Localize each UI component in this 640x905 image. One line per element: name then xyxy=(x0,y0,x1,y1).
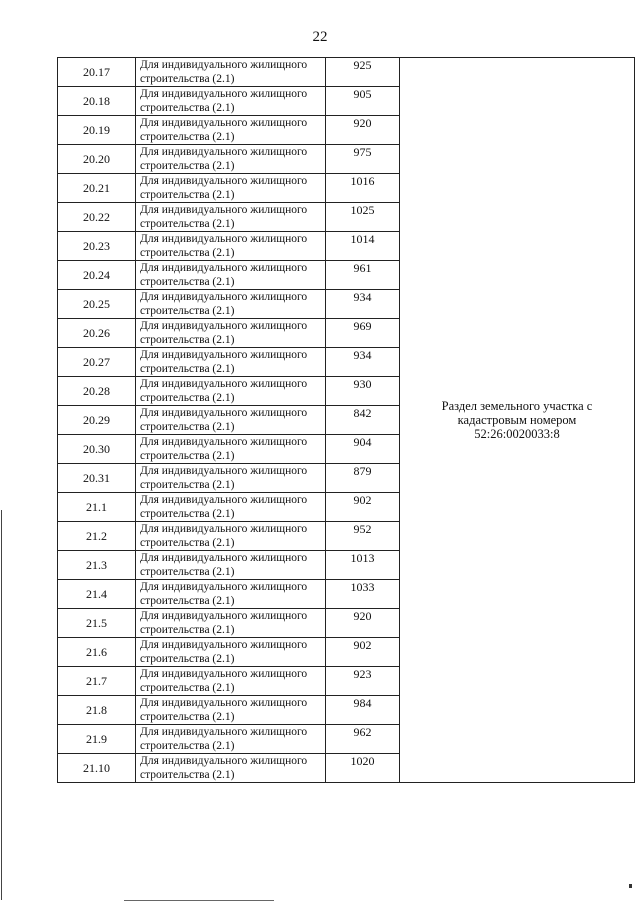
permitted-use-cell: Для индивидуального жилищного строительства (2.1) xyxy=(136,609,326,638)
plot-number-cell: 20.27 xyxy=(58,348,136,377)
permitted-use-cell: Для индивидуального жилищного строительства (2.1) xyxy=(136,435,326,464)
area-cell: 1013 xyxy=(326,551,400,580)
corner-mark xyxy=(629,884,632,888)
plot-number-cell: 21.7 xyxy=(58,667,136,696)
plot-number-cell: 21.9 xyxy=(58,725,136,754)
area-cell: 1014 xyxy=(326,232,400,261)
left-margin-line xyxy=(1,510,2,900)
plot-number-cell: 20.22 xyxy=(58,203,136,232)
plot-number-cell: 21.2 xyxy=(58,522,136,551)
plot-number-cell: 20.29 xyxy=(58,406,136,435)
plot-number-cell: 20.26 xyxy=(58,319,136,348)
permitted-use-cell: Для индивидуального жилищного строительства (2.1) xyxy=(136,493,326,522)
area-cell: 962 xyxy=(326,725,400,754)
permitted-use-cell: Для индивидуального жилищного строительства (2.1) xyxy=(136,667,326,696)
plot-number-cell: 20.24 xyxy=(58,261,136,290)
permitted-use-cell: Для индивидуального жилищного строительства (2.1) xyxy=(136,377,326,406)
land-plots-table xyxy=(57,57,635,783)
permitted-use-cell: Для индивидуального жилищного строительства (2.1) xyxy=(136,232,326,261)
area-cell: 975 xyxy=(326,145,400,174)
permitted-use-cell: Для индивидуального жилищного строительства (2.1) xyxy=(136,290,326,319)
plot-number-cell: 20.23 xyxy=(58,232,136,261)
permitted-use-cell: Для индивидуального жилищного строительства (2.1) xyxy=(136,638,326,667)
area-cell: 1016 xyxy=(326,174,400,203)
plot-number-cell: 21.3 xyxy=(58,551,136,580)
area-cell: 1033 xyxy=(326,580,400,609)
table-row xyxy=(58,58,635,87)
area-cell: 920 xyxy=(326,609,400,638)
area-cell: 930 xyxy=(326,377,400,406)
permitted-use-cell: Для индивидуального жилищного строительства (2.1) xyxy=(136,116,326,145)
plot-number-cell: 21.1 xyxy=(58,493,136,522)
plot-number-cell: 20.25 xyxy=(58,290,136,319)
area-cell: 984 xyxy=(326,696,400,725)
plot-number-cell: 20.31 xyxy=(58,464,136,493)
plot-number-cell: 20.21 xyxy=(58,174,136,203)
area-cell: 961 xyxy=(326,261,400,290)
plot-number-cell: 20.18 xyxy=(58,87,136,116)
permitted-use-cell: Для индивидуального жилищного строительства (2.1) xyxy=(136,464,326,493)
land-plots-table-body xyxy=(58,58,635,783)
area-cell: 905 xyxy=(326,87,400,116)
permitted-use-cell: Для индивидуального жилищного строительства (2.1) xyxy=(136,203,326,232)
permitted-use-cell: Для индивидуального жилищного строительства (2.1) xyxy=(136,551,326,580)
plot-number-cell: 21.10 xyxy=(58,754,136,783)
plot-number-cell: 21.5 xyxy=(58,609,136,638)
permitted-use-cell: Для индивидуального жилищного строительства (2.1) xyxy=(136,319,326,348)
area-cell: 934 xyxy=(326,290,400,319)
plot-number-cell: 20.28 xyxy=(58,377,136,406)
page-number: 22 xyxy=(312,29,328,45)
permitted-use-cell: Для индивидуального жилищного строительства (2.1) xyxy=(136,580,326,609)
area-cell: 923 xyxy=(326,667,400,696)
permitted-use-cell: Для индивидуального жилищного строительства (2.1) xyxy=(136,58,326,87)
area-cell: 952 xyxy=(326,522,400,551)
note-cell: Раздел земельного участка с кадастровым номером 52:26:0020033:8 xyxy=(400,58,635,783)
permitted-use-cell: Для индивидуального жилищного строительства (2.1) xyxy=(136,87,326,116)
permitted-use-cell: Для индивидуального жилищного строительства (2.1) xyxy=(136,725,326,754)
permitted-use-cell: Для индивидуального жилищного строительства (2.1) xyxy=(136,348,326,377)
permitted-use-cell: Для индивидуального жилищного строительства (2.1) xyxy=(136,754,326,783)
area-cell: 934 xyxy=(326,348,400,377)
permitted-use-cell: Для индивидуального жилищного строительства (2.1) xyxy=(136,406,326,435)
area-cell: 842 xyxy=(326,406,400,435)
area-cell: 969 xyxy=(326,319,400,348)
plot-number-cell: 20.20 xyxy=(58,145,136,174)
footer-line xyxy=(124,900,274,901)
permitted-use-cell: Для индивидуального жилищного строительства (2.1) xyxy=(136,145,326,174)
area-cell: 902 xyxy=(326,638,400,667)
permitted-use-cell: Для индивидуального жилищного строительства (2.1) xyxy=(136,696,326,725)
permitted-use-cell: Для индивидуального жилищного строительства (2.1) xyxy=(136,261,326,290)
plot-number-cell: 20.17 xyxy=(58,58,136,87)
plot-number-cell: 21.6 xyxy=(58,638,136,667)
area-cell: 879 xyxy=(326,464,400,493)
plot-number-cell: 21.8 xyxy=(58,696,136,725)
area-cell: 1020 xyxy=(326,754,400,783)
area-cell: 920 xyxy=(326,116,400,145)
plot-number-cell: 21.4 xyxy=(58,580,136,609)
permitted-use-cell: Для индивидуального жилищного строительства (2.1) xyxy=(136,522,326,551)
area-cell: 925 xyxy=(326,58,400,87)
area-cell: 902 xyxy=(326,493,400,522)
plot-number-cell: 20.30 xyxy=(58,435,136,464)
area-cell: 904 xyxy=(326,435,400,464)
plot-number-cell: 20.19 xyxy=(58,116,136,145)
area-cell: 1025 xyxy=(326,203,400,232)
permitted-use-cell: Для индивидуального жилищного строительства (2.1) xyxy=(136,174,326,203)
